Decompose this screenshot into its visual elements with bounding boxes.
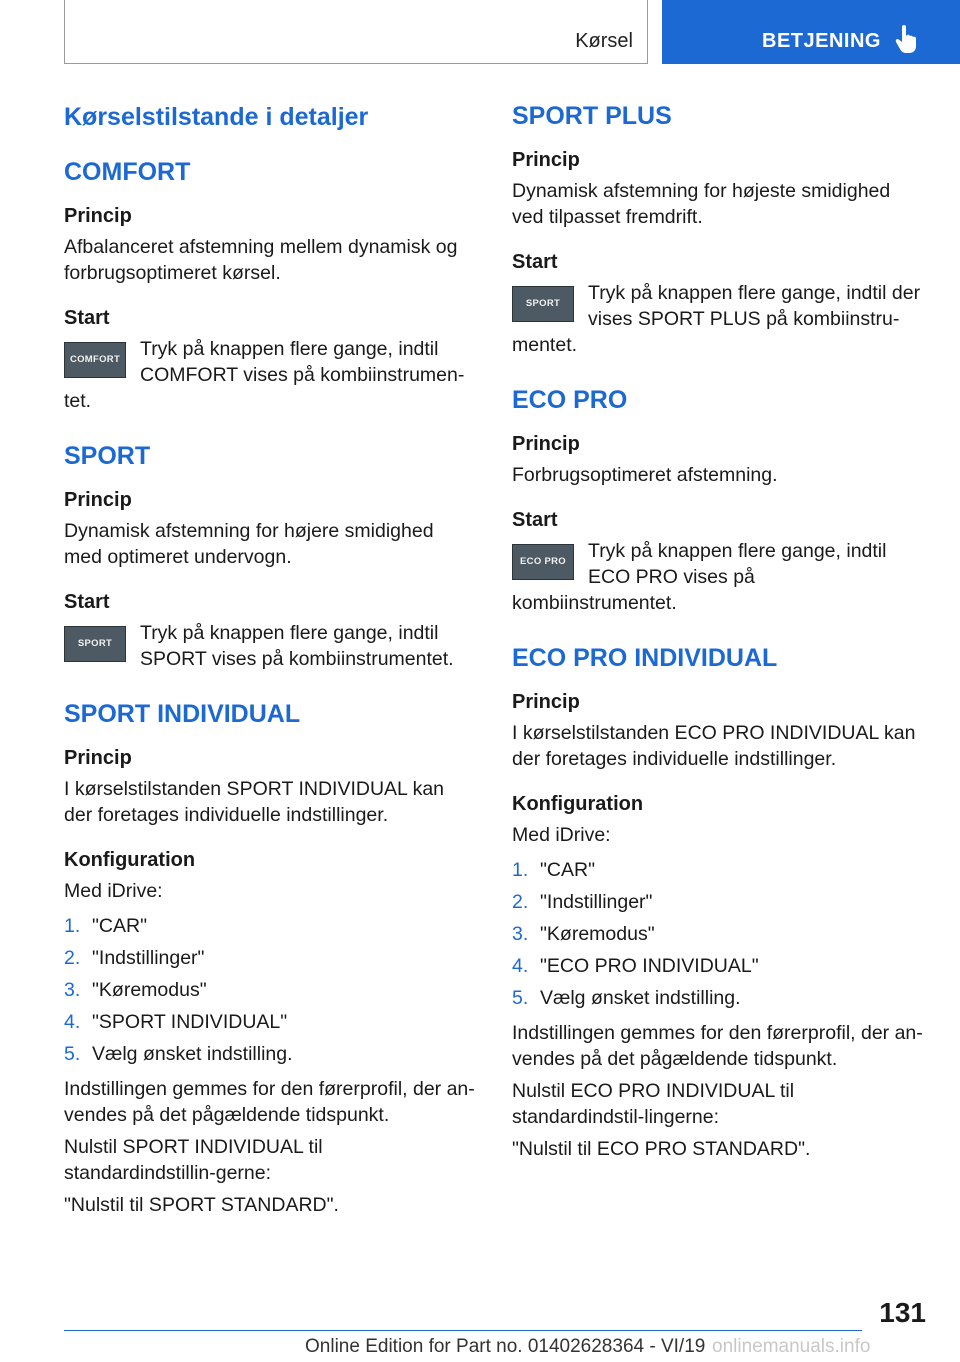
subheading: Konfiguration xyxy=(64,849,196,871)
section-heading: ECO PRO INDIVIDUAL xyxy=(512,644,778,672)
instruction-text: Tryk på knappen flere gange, indtil COMFORT vises på kombiinstrumen‐tet. xyxy=(64,338,465,412)
subheading: Start xyxy=(512,251,558,273)
section-heading: ECO PRO xyxy=(512,386,628,414)
subheading: Konfiguration xyxy=(512,793,644,815)
start-instruction xyxy=(512,538,924,616)
list-item: 3. "Køremodus" xyxy=(512,923,655,945)
list-item: 3. "Køremodus" xyxy=(64,979,207,1001)
start-instruction xyxy=(64,336,476,414)
paragraph: Dynamisk afstemning for højeste smidighed ved tilpasset fremdrift. xyxy=(512,180,891,228)
list-item: 5. Vælg ønsket indstilling. xyxy=(512,987,741,1009)
comfort-button-icon: COMFORT xyxy=(64,342,126,378)
steps-list xyxy=(512,854,924,1014)
paragraph: Nulstil SPORT INDIVIDUAL til standardindstillin‐gerne: xyxy=(64,1136,323,1184)
subheading: Start xyxy=(512,509,558,531)
watermark: onlinemanuals.info xyxy=(712,1336,871,1357)
section-heading: COMFORT xyxy=(64,158,191,186)
eco-pro-individual-section xyxy=(512,642,924,1162)
header-chapter-tab xyxy=(662,0,960,64)
instruction-text: Tryk på knappen flere gange, indtil SPORT vises på kombiinstrumentet. xyxy=(140,622,454,670)
sport-button-icon: SPORT xyxy=(64,626,126,662)
page-title: Kørselstilstande i detaljer xyxy=(64,103,369,131)
list-item: 2. "Indstillinger" xyxy=(64,947,205,969)
sport-individual-section xyxy=(64,698,476,1218)
subheading: Princip xyxy=(64,205,132,227)
right-column xyxy=(512,100,924,1188)
list-item: 5. Vælg ønsket indstilling. xyxy=(64,1043,293,1065)
section-heading: SPORT PLUS xyxy=(512,102,672,130)
paragraph: Afbalanceret afstemning mellem dynamisk og forbrugsoptimeret kørsel. xyxy=(64,236,458,284)
eco-pro-button-icon: ECO PRO xyxy=(512,544,574,580)
list-item: 1. "CAR" xyxy=(64,915,148,937)
paragraph: Nulstil ECO PRO INDIVIDUAL til standardindstil‐lingerne: xyxy=(512,1080,795,1128)
steps-list xyxy=(64,910,476,1070)
start-instruction xyxy=(64,620,476,672)
paragraph: Dynamisk afstemning for højere smidighed med optimeret undervogn. xyxy=(64,520,434,568)
paragraph: Med iDrive: xyxy=(512,824,611,846)
sport-button-icon: SPORT xyxy=(512,286,574,322)
subheading: Princip xyxy=(512,149,580,171)
list-item: 1. "CAR" xyxy=(512,859,596,881)
eco-pro-section xyxy=(512,384,924,616)
left-column xyxy=(64,100,476,1244)
section-heading: SPORT INDIVIDUAL xyxy=(64,700,301,728)
list-item: 2. "Indstillinger" xyxy=(512,891,653,913)
paragraph: I kørselstilstanden SPORT INDIVIDUAL kan der foretages individuelle indstillinger. xyxy=(64,778,445,826)
pointing-hand-icon xyxy=(894,24,920,54)
header-chapter-label: BETJENING xyxy=(762,30,881,52)
page-number: 131 xyxy=(879,1297,926,1328)
subheading: Princip xyxy=(64,747,132,769)
subheading: Princip xyxy=(512,691,580,713)
paragraph: Med iDrive: xyxy=(64,880,163,902)
footer-edition: Online Edition for Part no. 01402628364 - VI/19 xyxy=(305,1336,706,1357)
subheading: Start xyxy=(64,591,110,613)
instruction-text: Tryk på knappen flere gange, indtil ECO PRO vises på kombiinstrumentet. xyxy=(512,540,887,614)
sport-plus-section xyxy=(512,100,924,358)
paragraph: "Nulstil til ECO PRO STANDARD". xyxy=(512,1138,811,1160)
paragraph: "Nulstil til SPORT STANDARD". xyxy=(64,1194,339,1216)
paragraph: Forbrugsoptimeret afstemning. xyxy=(512,464,778,486)
start-instruction xyxy=(512,280,924,358)
paragraph: Indstillingen gemmes for den førerprofil, der an‐vendes på det pågældende tidspunkt. xyxy=(64,1078,475,1126)
list-item: 4. "SPORT INDIVIDUAL" xyxy=(64,1011,288,1033)
header-section-label: Kørsel xyxy=(575,30,633,52)
subheading: Princip xyxy=(64,489,132,511)
list-item: 4. "ECO PRO INDIVIDUAL" xyxy=(512,955,759,977)
comfort-section xyxy=(64,156,476,414)
paragraph: Indstillingen gemmes for den førerprofil, der an‐vendes på det pågældende tidspunkt. xyxy=(512,1022,923,1070)
paragraph: I kørselstilstanden ECO PRO INDIVIDUAL kan der foretages individuelle indstillinger. xyxy=(512,722,916,770)
subheading: Princip xyxy=(512,433,580,455)
footer-divider xyxy=(64,1330,862,1331)
sport-section xyxy=(64,440,476,672)
subheading: Start xyxy=(64,307,110,329)
section-heading: SPORT xyxy=(64,442,151,470)
instruction-text: Tryk på knappen flere gange, indtil der vises SPORT PLUS på kombiinstru‐mentet. xyxy=(512,282,921,356)
header-section-tab xyxy=(64,0,648,64)
